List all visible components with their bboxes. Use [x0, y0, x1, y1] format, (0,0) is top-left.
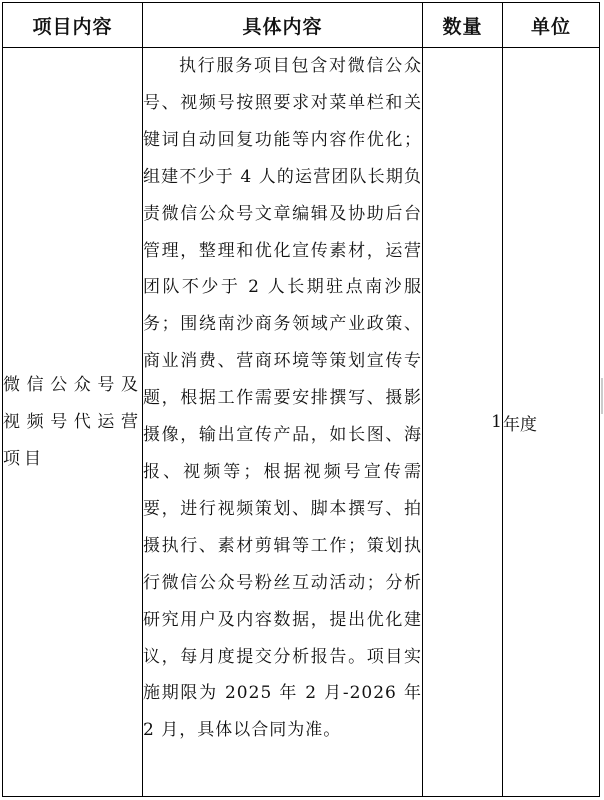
content-cell: 执行服务项目包含对微信公众号、视频号按照要求对菜单栏和关键词自动回复功能等内容作优化；组建不少于 4 人的运营团队长期负责微信公众号文章编辑及协助后台管理，整理和优化宣传素材，运营团队不少于 2 人长期驻点南沙服务；围绕南沙商务领域产业政策、商业消费、营商环境等策划宣传专题，根据工作需要安排撰写、摄影摄像，输出宣传产品，如长图、海报、视频等；根据视频号宣传需要，进行视频策划、脚本撰写、拍摄执行、素材剪辑等工作；策划执行微信公众号粉丝互动活动；分析研究用户及内容数据，提出优化建议，每月度提交分析报告。项目实施期限为 2025 年 2 月-2026 年 2 月，具体以合同为准。: [143, 48, 423, 797]
page-edge-mark: [601, 378, 603, 414]
header-row: [3, 3, 600, 48]
header-item: 项目内容: [3, 3, 143, 48]
item-cell: 微信公众号及视频号代运营项目: [3, 48, 143, 797]
table-row: [3, 48, 600, 797]
table-header: [3, 3, 600, 48]
header-quantity: 数量: [423, 3, 503, 48]
table-body: [3, 48, 600, 797]
header-unit: 单位: [503, 3, 600, 48]
quantity-cell: 1: [423, 48, 503, 797]
header-content: 具体内容: [143, 3, 423, 48]
unit-cell: 年度: [503, 48, 600, 797]
service-spec-table: [2, 2, 600, 797]
